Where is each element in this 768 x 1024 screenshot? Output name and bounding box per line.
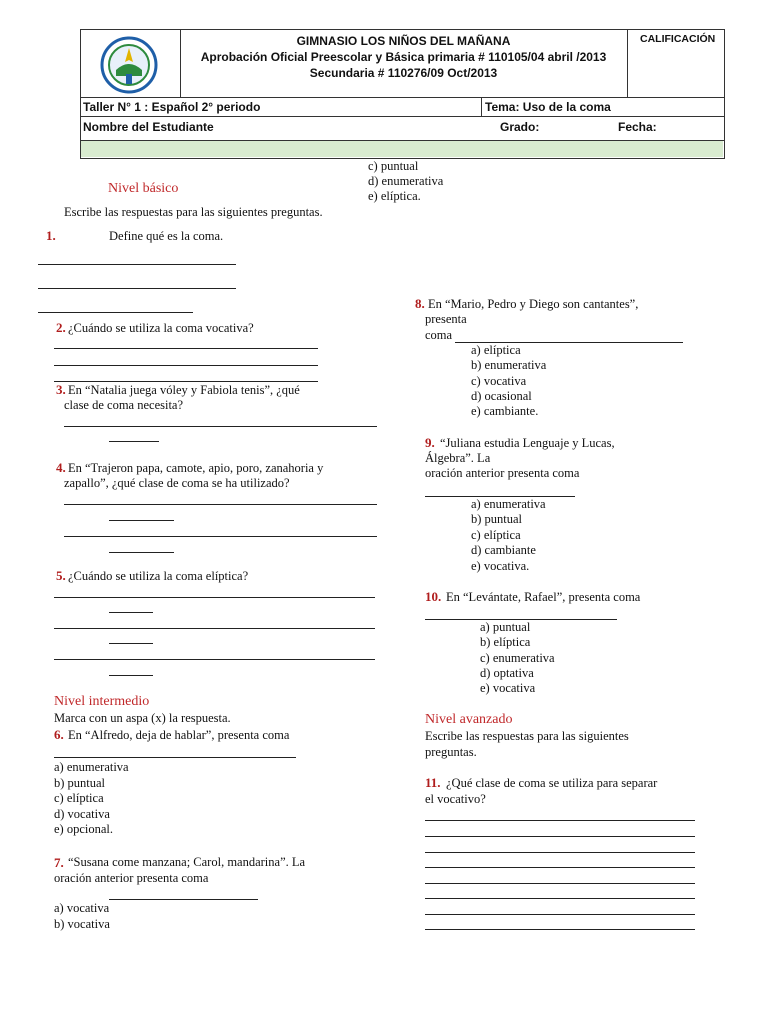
question-7: “Susana come manzana; Carol, mandarina”. La bbox=[68, 855, 306, 869]
header-divider bbox=[627, 29, 628, 97]
option-item: c) puntual bbox=[368, 159, 419, 173]
grado-field[interactable]: Grado: bbox=[500, 120, 540, 134]
answer-line[interactable] bbox=[54, 757, 296, 758]
question-5: ¿Cuándo se utiliza la coma elíptica? bbox=[68, 569, 249, 583]
header-divider bbox=[481, 97, 482, 116]
answer-line[interactable] bbox=[54, 628, 375, 629]
option-item[interactable]: c) elíptica bbox=[54, 791, 104, 805]
instruction-basic: Escribe las respuestas para las siguientes preguntas. bbox=[64, 205, 323, 219]
question-1: Define qué es la coma. bbox=[109, 229, 224, 243]
option-item[interactable]: c) elíptica bbox=[471, 528, 521, 542]
question-number: 5. bbox=[56, 568, 66, 583]
answer-line[interactable] bbox=[109, 612, 153, 613]
header-divider bbox=[80, 97, 724, 98]
question-8-cont: presenta bbox=[425, 312, 467, 326]
question-4-cont: zapallo”, ¿qué clase de coma se ha utilizado? bbox=[64, 476, 290, 490]
answer-line[interactable] bbox=[109, 520, 174, 521]
option-item[interactable]: d) vocativa bbox=[54, 807, 110, 821]
approval-line: Aprobación Oficial Preescolar y Básica primaria # 110105/04 abril /2013 bbox=[200, 50, 607, 64]
workshop-label: Taller N° 1 : Español 2° periodo bbox=[83, 100, 261, 114]
answer-line[interactable] bbox=[54, 597, 375, 598]
section-title-advanced: Nivel avanzado bbox=[425, 712, 513, 727]
question-number: 1. bbox=[46, 228, 56, 243]
grade-box-label: CALIFICACIÓN bbox=[640, 33, 716, 45]
answer-line[interactable] bbox=[38, 264, 236, 265]
school-name: GIMNASIO LOS NIÑOS DEL MAÑANA bbox=[296, 34, 511, 48]
instruction-intermediate: Marca con un aspa (x) la respuesta. bbox=[54, 711, 231, 725]
section-title-basic: Nivel básico bbox=[108, 181, 179, 196]
question-6: En “Alfredo, deja de hablar”, presenta coma bbox=[68, 728, 290, 742]
question-11: ¿Qué clase de coma se utiliza para separar bbox=[446, 776, 658, 790]
option-item: e) elíptica. bbox=[368, 189, 421, 203]
option-item[interactable]: d) ocasional bbox=[471, 389, 532, 403]
answer-line[interactable] bbox=[109, 675, 153, 676]
question-9: “Juliana estudia Lenguaje y Lucas, bbox=[440, 436, 615, 450]
question-8-cont: coma bbox=[425, 328, 453, 342]
instruction-advanced: Escribe las respuestas para las siguientes bbox=[425, 729, 629, 743]
question-number: 10. bbox=[425, 589, 442, 604]
student-name-field[interactable]: Nombre del Estudiante bbox=[83, 120, 214, 134]
answer-line[interactable] bbox=[38, 312, 193, 313]
answer-line[interactable] bbox=[425, 914, 695, 915]
question-number: 8. bbox=[415, 296, 425, 311]
answer-line[interactable] bbox=[425, 883, 695, 884]
question-number: 4. bbox=[56, 460, 66, 475]
option-item[interactable]: d) cambiante bbox=[471, 543, 536, 557]
option-item[interactable]: a) elíptica bbox=[471, 343, 521, 357]
answer-line[interactable] bbox=[64, 536, 377, 537]
option-item[interactable]: b) elíptica bbox=[480, 635, 531, 649]
question-number: 7. bbox=[54, 855, 64, 870]
answer-line[interactable] bbox=[54, 659, 375, 660]
green-band bbox=[81, 141, 723, 157]
answer-line[interactable] bbox=[425, 836, 695, 837]
question-7-cont: oración anterior presenta coma bbox=[54, 871, 209, 885]
question-4: En “Trajeron papa, camote, apio, poro, zanahoria y bbox=[68, 461, 324, 475]
answer-line[interactable] bbox=[425, 867, 695, 868]
topic-label: Tema: Uso de la coma bbox=[485, 100, 611, 114]
question-number: 11. bbox=[425, 775, 441, 790]
question-number: 3. bbox=[56, 382, 66, 397]
answer-line[interactable] bbox=[109, 441, 159, 442]
option-item[interactable]: b) vocativa bbox=[54, 917, 110, 931]
option-item[interactable]: a) puntual bbox=[480, 620, 531, 634]
answer-line[interactable] bbox=[54, 365, 318, 366]
question-8: En “Mario, Pedro y Diego son cantantes”, bbox=[428, 297, 639, 311]
question-3-cont: clase de coma necesita? bbox=[64, 398, 184, 412]
answer-line[interactable] bbox=[109, 552, 174, 553]
option-item: d) enumerativa bbox=[368, 174, 444, 188]
question-number: 2. bbox=[56, 320, 66, 335]
option-item[interactable]: a) enumerativa bbox=[54, 760, 129, 774]
option-item[interactable]: e) vocativa bbox=[480, 681, 536, 695]
option-item[interactable]: e) opcional. bbox=[54, 822, 114, 836]
option-item[interactable]: d) optativa bbox=[480, 666, 534, 680]
question-number: 9. bbox=[425, 435, 435, 450]
section-title-intermediate: Nivel intermedio bbox=[54, 694, 150, 709]
secondary-line: Secundaria # 110276/09 Oct/2013 bbox=[309, 66, 498, 80]
option-item[interactable]: c) enumerativa bbox=[480, 651, 555, 665]
fecha-field[interactable]: Fecha: bbox=[618, 120, 657, 134]
option-item[interactable]: b) enumerativa bbox=[471, 358, 547, 372]
answer-line[interactable] bbox=[109, 899, 258, 900]
option-item[interactable]: a) enumerativa bbox=[471, 497, 546, 511]
header-divider bbox=[80, 116, 724, 117]
option-item[interactable]: e) cambiante. bbox=[471, 404, 539, 418]
option-item[interactable]: a) vocativa bbox=[54, 901, 110, 915]
question-3: En “Natalia juega vóley y Fabiola tenis”, ¿qué bbox=[68, 383, 300, 397]
answer-line[interactable] bbox=[64, 426, 377, 427]
answer-line[interactable] bbox=[425, 898, 695, 899]
option-item[interactable]: e) vocativa. bbox=[471, 559, 530, 573]
question-11-cont: el vocativo? bbox=[425, 792, 486, 806]
option-item[interactable]: c) vocativa bbox=[471, 374, 527, 388]
question-9-cont: oración anterior presenta coma bbox=[425, 466, 580, 480]
answer-line[interactable] bbox=[425, 852, 695, 853]
school-logo bbox=[100, 36, 158, 94]
instruction-advanced-cont: preguntas. bbox=[425, 745, 477, 759]
answer-line[interactable] bbox=[64, 504, 377, 505]
answer-line[interactable] bbox=[54, 348, 318, 349]
answer-line[interactable] bbox=[54, 381, 318, 382]
option-item[interactable]: b) puntual bbox=[54, 776, 106, 790]
answer-line[interactable] bbox=[425, 820, 695, 821]
option-item[interactable]: b) puntual bbox=[471, 512, 523, 526]
answer-line[interactable] bbox=[109, 643, 153, 644]
answer-line[interactable] bbox=[425, 929, 695, 930]
answer-line[interactable] bbox=[38, 288, 236, 289]
question-9-cont: Álgebra”. La bbox=[425, 451, 491, 465]
question-number: 6. bbox=[54, 727, 64, 742]
question-2: ¿Cuándo se utiliza la coma vocativa? bbox=[68, 321, 254, 335]
question-10: En “Levántate, Rafael”, presenta coma bbox=[446, 590, 641, 604]
